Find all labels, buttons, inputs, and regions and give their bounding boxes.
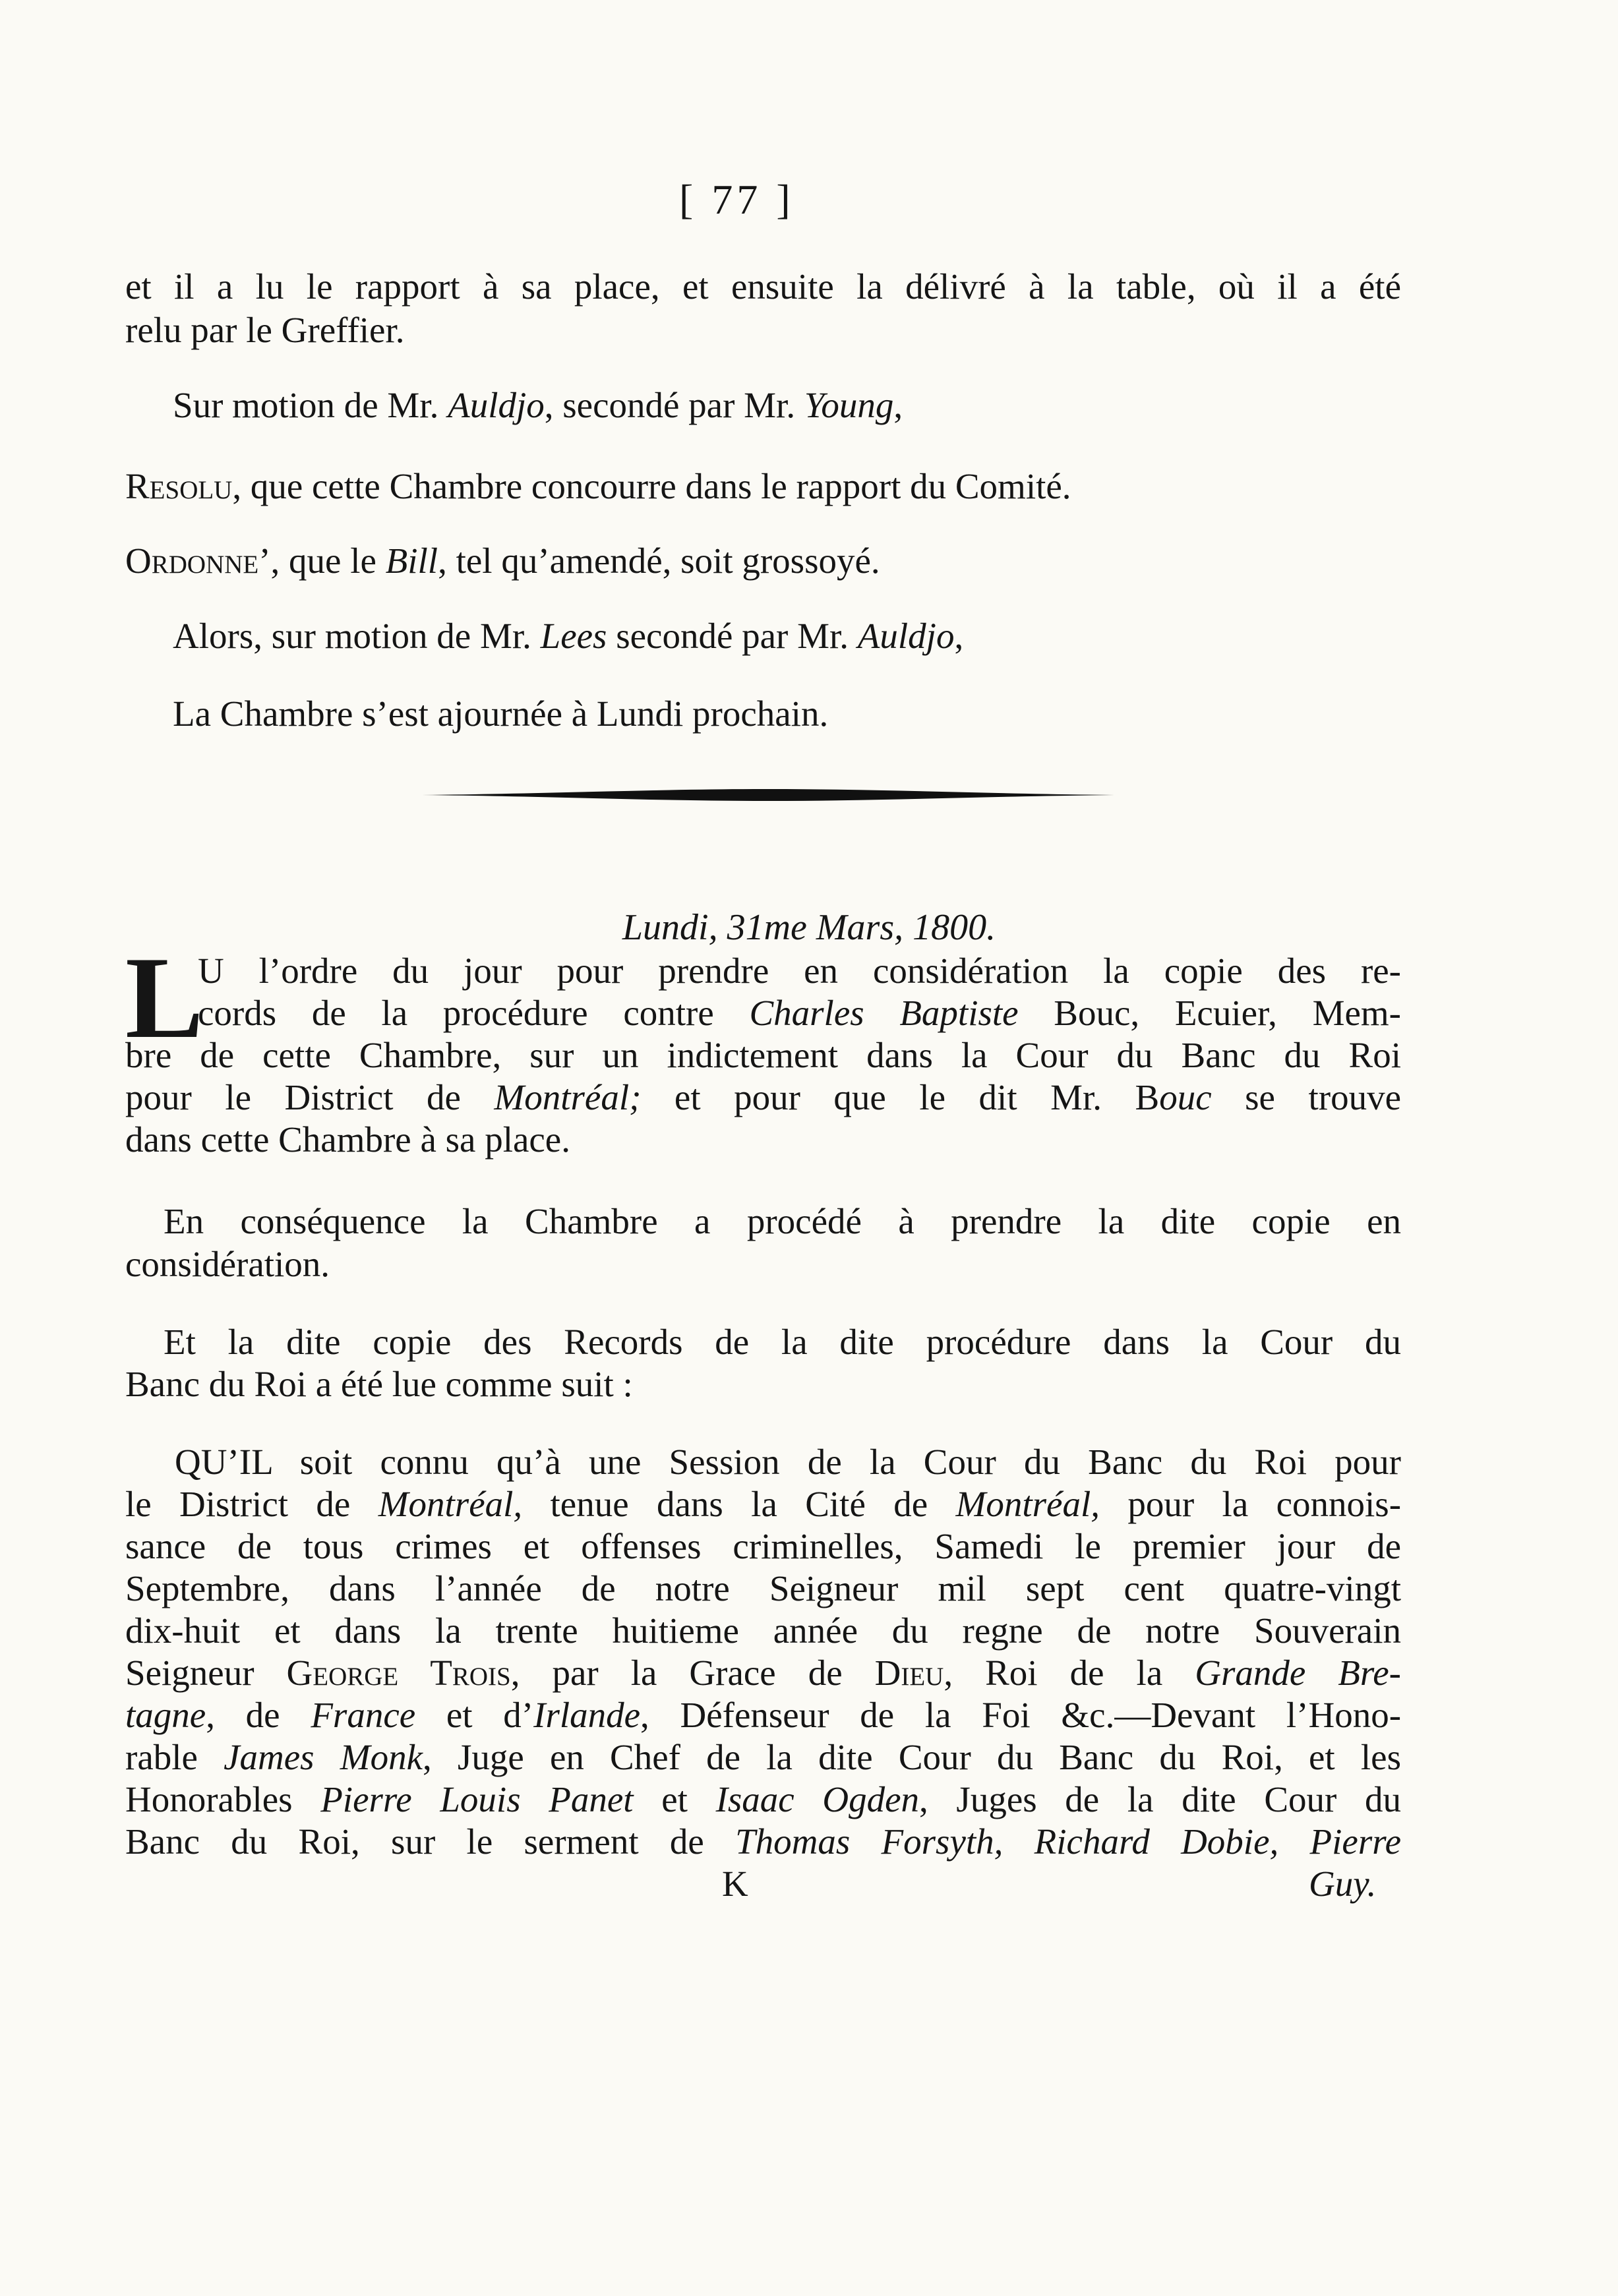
motion-line: Alors, sur motion de Mr. Lees secondé par Mr. Auldjo,: [173, 616, 964, 656]
text-line: Seigneur George Trois, par la Grace de Dieu, Roi de la Grande Bre-: [125, 1653, 1401, 1693]
text-line: dix-huit et dans la trente huitieme année du regne de notre Souverain: [125, 1610, 1401, 1651]
text-line: bre de cette Chambre, sur un indictement dans la Cour du Banc du Roi: [125, 1035, 1401, 1075]
text-line: Banc du Roi a été lue comme suit :: [125, 1364, 633, 1404]
text-line: QU’IL soit connu qu’à une Session de la Cour du Banc du Roi pour: [175, 1442, 1401, 1482]
text-line: et il a lu le rapport à sa place, et ensuite la délivré à la table, où il a été: [125, 266, 1401, 307]
text-line: pour le District de Montréal; et pour que le dit Mr. Bouc se trouve: [125, 1077, 1401, 1117]
text-line: le District de Montréal, tenue dans la Cité de Montréal, pour la connois-: [125, 1484, 1401, 1524]
text-line: U l’ordre du jour pour prendre en considération la copie des re-: [198, 951, 1401, 991]
text-line: relu par le Greffier.: [125, 310, 405, 350]
order-line: Ordonne’, que le Bill, tel qu’amendé, soit grossoyé.: [125, 541, 880, 581]
signature-mark: K: [722, 1864, 748, 1904]
adjournment-line: La Chambre s’est ajournée à Lundi prochain.: [173, 693, 829, 734]
text-line: dans cette Chambre à sa place.: [125, 1119, 570, 1160]
motion-line: Sur motion de Mr. Auldjo, secondé par Mr. Young,: [173, 385, 903, 425]
text-line: Septembre, dans l’année de notre Seigneur mil sept cent quatre-vingt: [125, 1568, 1401, 1608]
text-line: tagne, de France et d’Irlande, Défenseur de la Foi &c.—Devant l’Hono-: [125, 1695, 1401, 1735]
text-line: considération.: [125, 1244, 330, 1284]
text-line: rable James Monk, Juge en Chef de la dite Cour du Banc du Roi, et les: [125, 1737, 1401, 1777]
text-line: En conséquence la Chambre a procédé à prendre la dite copie en: [164, 1201, 1401, 1241]
resolu-label: Resolu: [125, 466, 233, 506]
resolution-line: Resolu, que cette Chambre concourre dans le rapport du Comité.: [125, 466, 1071, 506]
section-divider-rule: [422, 788, 1114, 802]
session-date: Lundi, 31me Mars, 1800.: [622, 907, 996, 948]
text-line: sance de tous crimes et offenses criminelles, Samedi le premier jour de: [125, 1526, 1401, 1566]
catchword: Guy.: [1309, 1864, 1377, 1904]
text-line: Honorables Pierre Louis Panet et Isaac Ogden, Juges de la dite Cour du: [125, 1779, 1401, 1819]
page-number: [ 77 ]: [679, 176, 794, 223]
text-line: cords de la procédure contre Charles Baptiste Bouc, Ecuier, Mem-: [198, 993, 1401, 1033]
text-line: Et la dite copie des Records de la dite procédure dans la Cour du: [164, 1322, 1401, 1362]
ordonne-label: Ordonne’: [125, 541, 271, 581]
text-line: Banc du Roi, sur le serment de Thomas Forsyth, Richard Dobie, Pierre: [125, 1821, 1401, 1862]
drop-cap: L: [125, 932, 204, 1063]
